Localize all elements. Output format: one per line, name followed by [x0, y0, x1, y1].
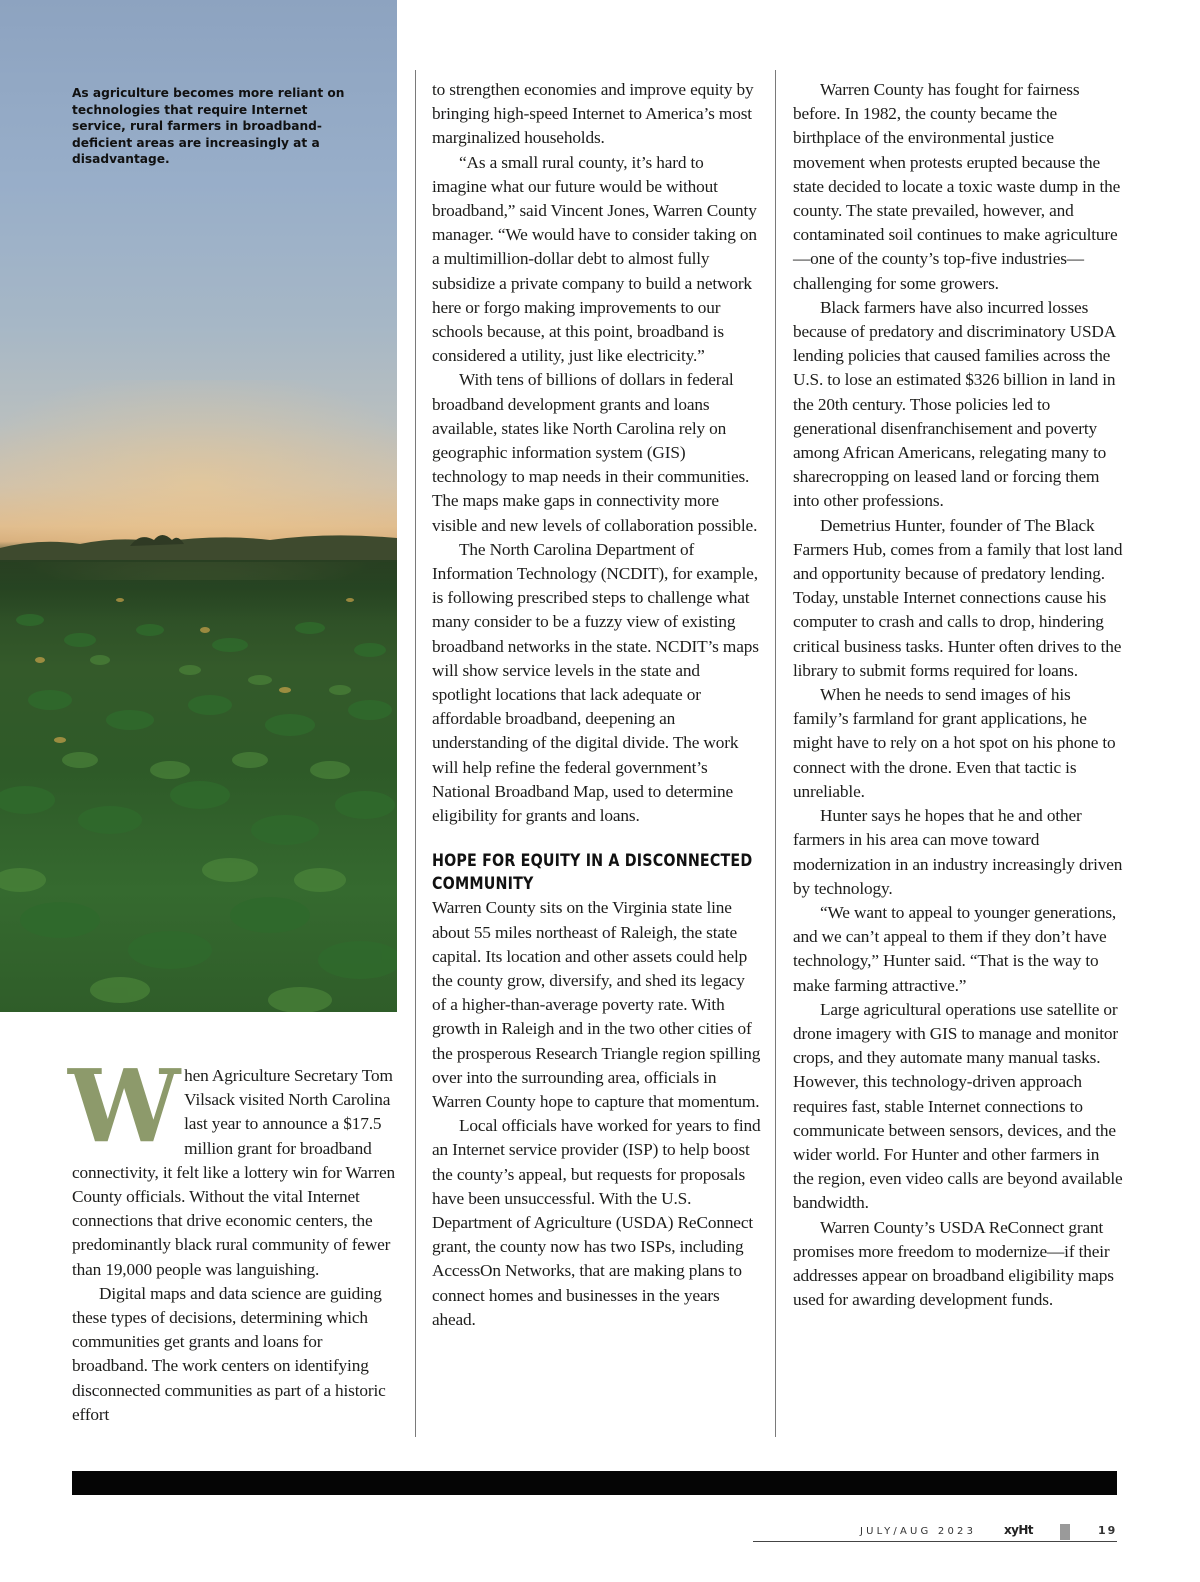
body-paragraph: Black farmers have also incurred losses because of predatory and discriminatory USDA lending policies that caused families across the U.S. to lose an estimated $326 billion in land in the 20th century. Those policies led to generational disenfranchisement and poverty among African Americans, relegating many to sharecropping on leased land or forcing them into other professions.: [793, 297, 1116, 511]
body-paragraph: When he needs to send images of his family’s farmland for grant applications, he might have to rely on a hot spot on his phone to connect with the drone. Even that tactic is unreliable.: [793, 685, 1116, 801]
body-paragraph: “We want to appeal to younger generations, and we can’t appeal to them if they don’t have technology,” Hunter said. “That is the way to make farming attractive.”: [793, 902, 1117, 995]
magazine-logo: xyHt: [1004, 1523, 1033, 1537]
article-column-3: [793, 78, 1123, 1312]
body-paragraph: Digital maps and data science are guiding these types of decisions, determining which communities get grants and loans for broadband. The work centers on identifying disconnected communities as part of a historic effort: [72, 1283, 386, 1424]
body-paragraph: Warren County has fought for fairness before. In 1982, the county became the birthplace of the environmental justice movement when protests erupted because the state decided to locate a toxic waste dump in the county. The state prevailed, however, and contaminated soil continues to make agriculture—one of the county’s top-five industries—challenging for some growers.: [793, 80, 1121, 293]
section-heading: HOPE FOR EQUITY IN A DISCONNECTED COMMUNITY: [432, 851, 753, 895]
article-column-1: [68, 1047, 398, 1427]
footer-rule: [753, 1541, 1117, 1542]
body-paragraph: hen Agriculture Secretary Tom Vilsack visited North Carolina last year to announce a $17.5 million grant for broadband connectivity, it felt like a lottery win for Warren County officials. Without the vital Internet connections that drive economic centers, the predominantly black rural community of fewer than 19,000 people was languishing.: [72, 1066, 396, 1279]
column-rule: [415, 70, 416, 1437]
body-paragraph: Demetrius Hunter, founder of The Black Farmers Hub, comes from a family that lost land and opportunity because of predatory lending. Today, unstable Internet connections cause his computer to crash and calls to drop, hindering critical business tasks. Hunter often drives to the library to submit forms required for loans.: [793, 515, 1123, 680]
body-paragraph: Warren County’s USDA ReConnect grant promises more freedom to modernize—if their addresses appear on broadband eligibility maps used for awarding development funds.: [793, 1217, 1114, 1310]
article-column-2: [432, 78, 762, 1332]
footer-bar: [72, 1471, 1117, 1495]
column-rule: [775, 70, 776, 1437]
body-paragraph: to strengthen economies and improve equity by bringing high-speed Internet to America’s most marginalized households.: [432, 80, 754, 148]
drop-cap: W: [68, 1047, 181, 1165]
body-paragraph: With tens of billions of dollars in federal broadband development grants and loans available, states like North Carolina rely on geographic information system (GIS) technology to map needs in their communities. The maps make gaps in connectivity more visible and new levels of collaboration possible.: [432, 370, 758, 535]
body-paragraph: Local officials have worked for years to find an Internet service provider (ISP) to help boost the county’s appeal, but requests for proposals have been unsuccessful. With the U.S. Department of Agriculture (USDA) ReConnect grant, the county now has two ISPs, including AccessOn Networks, that are making plans to connect homes and businesses in the years ahead.: [432, 1116, 761, 1329]
page-number: 19: [1098, 1524, 1118, 1537]
photo-caption: As agriculture becomes more reliant on technologies that require Internet service, rural farmers in broadband-deficient areas are increasingly at a disadvantage.: [72, 86, 345, 166]
body-paragraph: Warren County sits on the Virginia state line about 55 miles northeast of Raleigh, the state capital. Its location and other assets could help the county grow, diversify, and shed its legacy of a higher-than-average poverty rate. With growth in Raleigh and in the two other cities of the prosperous Research Triangle region spilling over into the surrounding area, officials in Warren County hope to capture that momentum.: [432, 898, 761, 1111]
body-paragraph: The North Carolina Department of Information Technology (NCDIT), for example, is following prescribed steps to challenge what many consider to be a fuzzy view of existing broadband networks in the state. NCDIT’s maps will show service levels in the state and spotlight locations that lack adequate or affordable broadband, deepening an understanding of the digital divide. The work will help refine the federal government’s National Broadband Map, used to determine eligibility for grants and loans.: [432, 539, 759, 826]
footer-square-icon: [1060, 1524, 1070, 1540]
body-paragraph: Large agricultural operations use satellite or drone imagery with GIS to manage and monitor crops, and they automate many manual tasks. However, this technology-driven approach requires fast, stable Internet connections to communicate between sensors, devices, and the wider world. For Hunter and other farmers in the region, even video calls are beyond available bandwidth.: [793, 999, 1123, 1213]
body-paragraph: Hunter says he hopes that he and other farmers in his area can move toward modernization in an industry increasingly driven by technology.: [793, 806, 1123, 898]
issue-date: JULY/AUG 2023: [860, 1526, 977, 1537]
body-paragraph: “As a small rural county, it’s hard to imagine what our future would be without broadband,” said Vincent Jones, Warren County manager. “We would have to consider taking on a multimillion-dollar debt to almost fully subsidize a private company to build a network here or forgo making improvements to our schools because, at this point, broadband is considered a utility, just like electricity.”: [432, 152, 757, 366]
